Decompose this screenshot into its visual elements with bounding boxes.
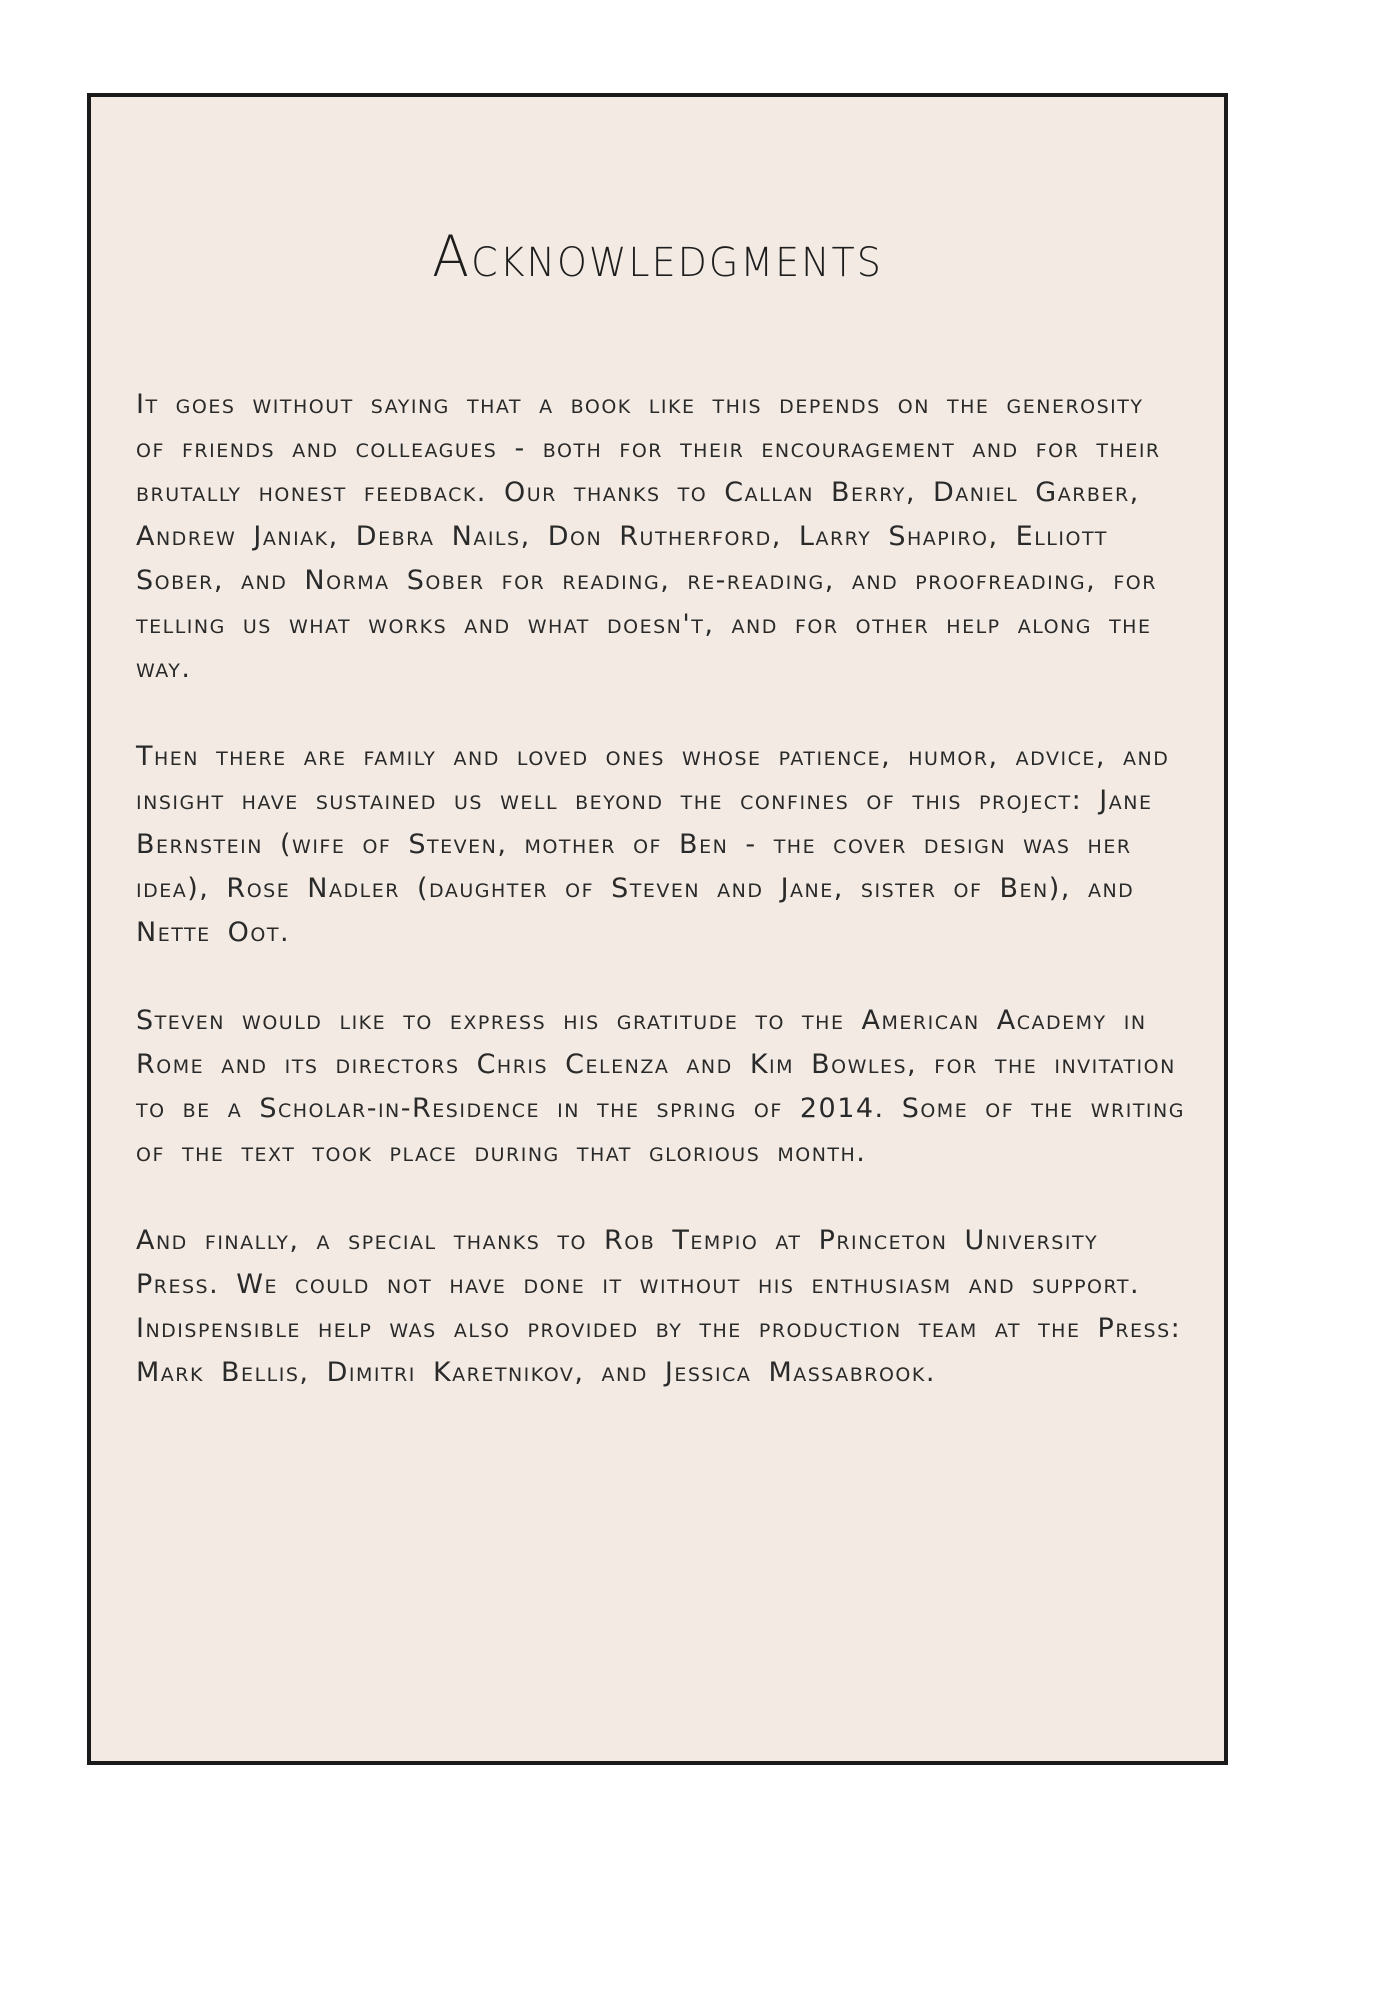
page-title: Acknowledgments (432, 223, 883, 290)
paragraph-friends-colleagues: It goes without saying that a book like this depends on the generosity of friends and colleagues - both for their encouragement and for their brutally honest feedback. Our thanks to Callan Berry, Daniel Garber, Andrew Janiak, Debra Nails, Don Rutherford, Larry Shapiro, Elliott Sober, and Norma Sober for reading, re-reading, and proofreading, for telling us what works and what doesn't, and for other help along the way. (136, 389, 1161, 684)
paragraph-princeton-press: And finally, a special thanks to Rob Tempio at Princeton University Press. We could not have done it without his enthusiasm and support. Indispensible help was also provided by the production team at the Press: Mark Bellis, Dimitri Karetnikov, and Jessica Massabrook. (136, 1225, 1182, 1388)
paragraph-american-academy: Steven would like to express his gratitude to the American Academy in Rome and its directors Chris Celenza and Kim Bowles, for the invitation to be a Scholar-in-Residence in the spring of 2014. Some of the writing of the text took place during that glorious month. (136, 1005, 1185, 1168)
acknowledgments-panel (87, 93, 1228, 1765)
paragraph-family: Then there are family and loved ones whose patience, humor, advice, and insight have sustained us well beyond the confines of this project: Jane Bernstein (wife of Steven, mother of Ben - the cover design was her idea), Rose Nadler (daughter of Steven and Jane, sister of Ben), and Nette Oot. (136, 741, 1170, 948)
acknowledgments-text (136, 383, 1186, 1439)
